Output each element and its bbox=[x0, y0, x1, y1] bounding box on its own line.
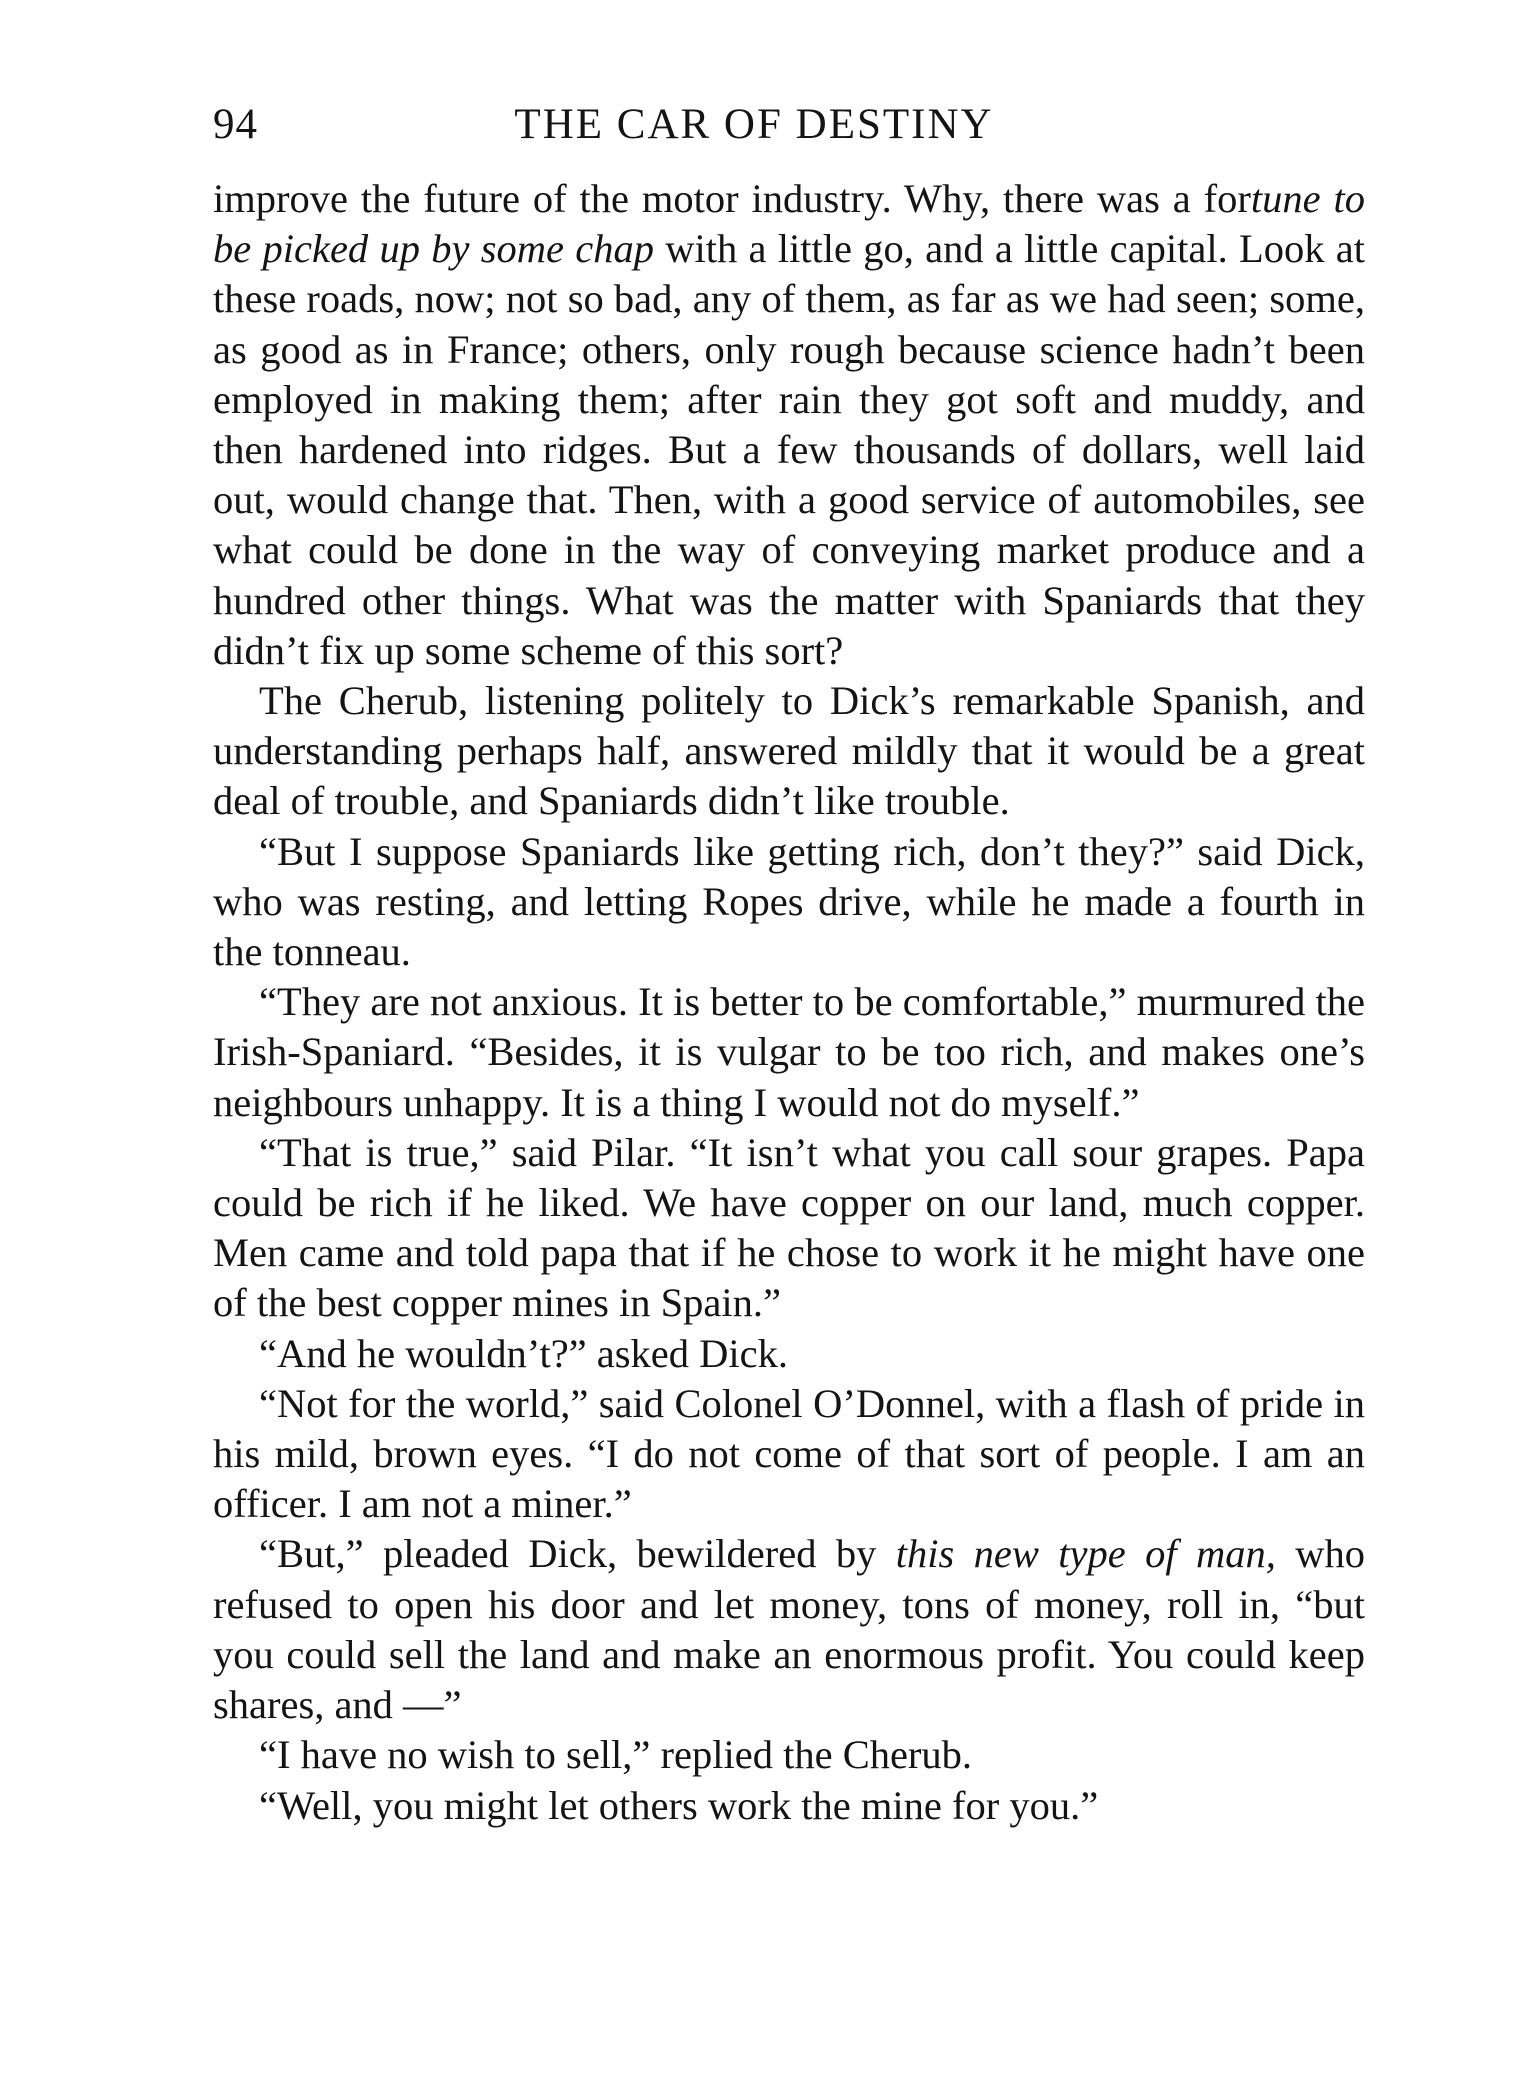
paragraph-2: The Cherub, listening politely to Dick’s remarkable Spanish, and understanding perhaps half, answered mildly that it would be a great deal of trouble, and Spaniards didn’t like trouble. bbox=[213, 678, 1365, 824]
paragraph-6: “And he wouldn’t?” asked Dick. bbox=[259, 1330, 788, 1376]
page-number: 94 bbox=[213, 101, 258, 148]
paragraph-10: “Well, you might let others work the mine for you.” bbox=[259, 1782, 1099, 1828]
paragraph-8-lead: “But,” pleaded Dick, bewildered by bbox=[259, 1531, 896, 1577]
paragraph-8-italic: this new type of man, bbox=[895, 1531, 1276, 1577]
paragraph-7: “Not for the world,” said Colonel O’Donnel, with a flash of pride in his mild, brown eyes. “I do not come of that sort of people. I am an officer. I am not a miner.” bbox=[213, 1380, 1365, 1527]
paragraph-8 bbox=[213, 1529, 1365, 1730]
paragraph-8-rest: who refused to open his door and let money, tons of money, roll in, “but you could sell the land and make an enormous profit. You could keep shares, and —” bbox=[213, 1531, 1365, 1728]
paragraph-1-italic: tune to be picked up by some chap bbox=[213, 176, 1366, 272]
paragraph-1-lead: improve the future of the motor industry. Why, there was a for bbox=[213, 176, 1251, 221]
paragraph-9: “I have no wish to sell,” replied the Cherub. bbox=[259, 1732, 973, 1778]
page-header bbox=[213, 100, 1365, 160]
running-title: THE CAR OF DESTINY bbox=[514, 101, 994, 148]
paragraph-1 bbox=[213, 174, 1365, 676]
paragraph-5: “That is true,” said Pilar. “It isn’t what you call sour grapes. Papa could be rich if he liked. We have copper on our land, much copper. Men came and told papa that if he chose to work it he might have one of the best copper mines in Spain.” bbox=[213, 1129, 1365, 1326]
paragraph-1-rest: with a little go, and a little capital. Look at these roads, now; not so bad, any of them, as far as we had seen; some, as good as in France; others, only rough because science hadn’t been employed in making them; after rain they got soft and muddy, and then hardened into ridges. But a few thousands of dollars, well laid out, would change that. Then, with a good service of automobiles, see what could be done in the way of conveying market produce and a hundred other things. What was the matter with Spaniards that they didn’t fix up some scheme of this sort? bbox=[213, 226, 1366, 673]
paragraph-3: “But I suppose Spaniards like getting rich, don’t they?” said Dick, who was resting, and letting Ropes drive, while he made a fourth in the tonneau. bbox=[213, 828, 1365, 975]
paragraph-4: “They are not anxious. It is better to be comfortable,” murmured the Irish-Spaniard. “Besides, it is vulgar to be too rich, and makes one’s neighbours unhappy. It is a thing I would not do myself.” bbox=[213, 979, 1365, 1125]
body-text bbox=[213, 174, 1365, 1831]
